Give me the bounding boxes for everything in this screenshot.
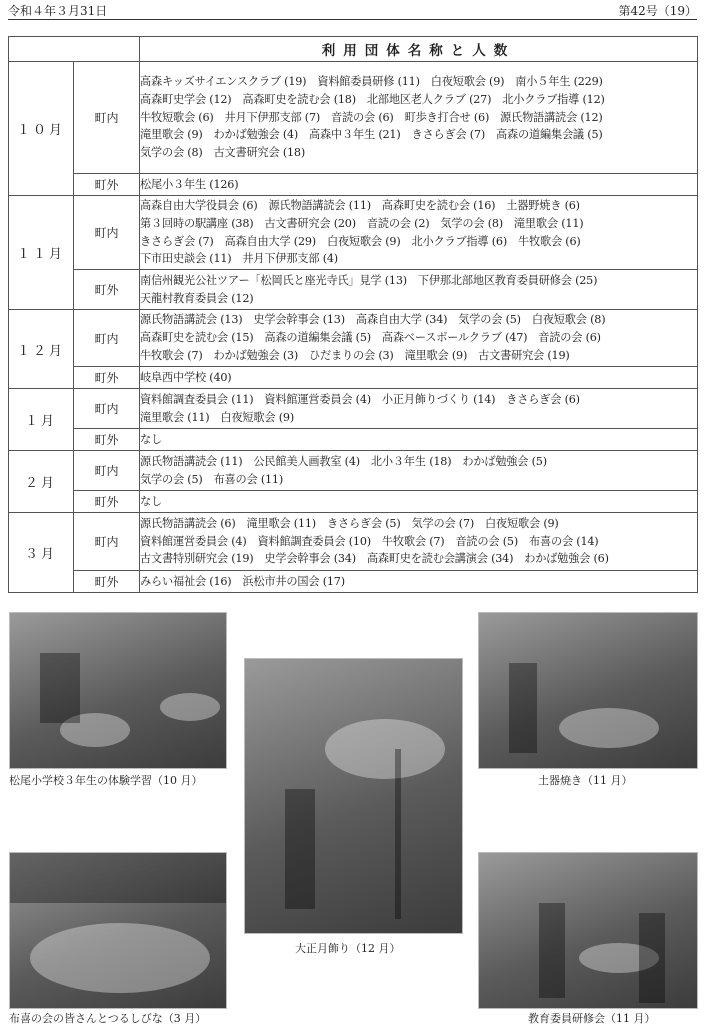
org-line: 牛牧歌会 (7) わかば勉強会 (3) ひだまりの会 (3) 滝里歌会 (9) 古文書研究会 (19) xyxy=(140,348,570,362)
org-line: 滝里歌会 (9) わかば勉強会 (4) 高森中３年生 (21) きさらぎ会 (7) 高森の道編集会議 (5) xyxy=(140,128,603,142)
org-line: なし xyxy=(140,432,162,446)
org-line: 高森町史を読む会 (15) 高森の道編集会議 (5) 高森ベースボールクラブ (47) 音読の会 (6) xyxy=(140,331,601,345)
month-label: １２月 xyxy=(9,310,74,389)
org-line: 高森自由大学役員会 (6) 源氏物語講読会 (11) 高森町史を読む会 (16) 土器野焼き (6) xyxy=(140,198,580,212)
org-list-inside xyxy=(140,451,698,491)
area-label-inside: 町内 xyxy=(74,513,140,571)
table-body xyxy=(9,62,698,593)
org-list-outside xyxy=(140,491,698,513)
org-line: 資料館運営委員会 (4) 資料館調査委員会 (10) 牛牧歌会 (7) 音読の会 (5) 布喜の会 (14) xyxy=(140,534,599,548)
org-line: 牛牧短歌会 (6) 井月下伊那支部 (7) 音読の会 (6) 町歩き打合せ (6) 源氏物語講読会 (12) xyxy=(140,110,603,124)
table-row xyxy=(9,571,698,593)
org-list-inside xyxy=(140,196,698,270)
caption-hanging-dolls: 布喜の会の皆さんとつるしびな（3 月） xyxy=(9,1012,207,1025)
org-line: 岐阜西中学校 (40) xyxy=(140,370,232,384)
issue-number: 第42号（19） xyxy=(618,4,697,18)
org-line: 古文書特別研究会 (19) 史学会幹事会 (34) 高森町史を読む会講演会 (34) わかば勉強会 (6) xyxy=(140,552,609,566)
page-header xyxy=(8,2,697,20)
photo-new-year-decoration xyxy=(244,658,463,934)
area-label-inside: 町内 xyxy=(74,196,140,270)
photo-pottery xyxy=(478,612,698,769)
area-label-outside: 町外 xyxy=(74,429,140,451)
table-corner xyxy=(9,37,140,62)
area-label-inside: 町内 xyxy=(74,62,140,174)
org-line: 滝里歌会 (11) 白夜短歌会 (9) xyxy=(140,410,295,424)
table-row xyxy=(9,451,698,491)
table-row xyxy=(9,196,698,270)
org-line: なし xyxy=(140,494,162,508)
table-row xyxy=(9,310,698,367)
table-row xyxy=(9,389,698,429)
area-label-outside: 町外 xyxy=(74,174,140,196)
org-line: 南信州観光公社ツアー「松岡氏と座光寺氏」見学 (13) 下伊那北部地区教育委員研修会 (25) xyxy=(140,273,598,287)
org-list-outside xyxy=(140,429,698,451)
org-line: 下市田史談会 (11) 井月下伊那支部 (4) xyxy=(140,252,338,266)
area-label-inside: 町内 xyxy=(74,389,140,429)
org-line: みらい福祉会 (16) 浜松市井の国会 (17) xyxy=(140,574,345,588)
area-label-outside: 町外 xyxy=(74,571,140,593)
org-line: 松尾小３年生 (126) xyxy=(140,177,239,191)
caption-board-training: 教育委員研修会（11 月） xyxy=(528,1012,656,1025)
table-row xyxy=(9,270,698,310)
table-row xyxy=(9,367,698,389)
org-line: 源氏物語講読会 (11) 公民館美人画教室 (4) 北小３年生 (18) わかば勉強会 (5) xyxy=(140,454,547,468)
month-label: １月 xyxy=(9,389,74,451)
table-row xyxy=(9,429,698,451)
area-label-inside: 町内 xyxy=(74,451,140,491)
org-list-outside xyxy=(140,270,698,310)
org-list-outside xyxy=(140,367,698,389)
org-line: きさらぎ会 (7) 高森自由大学 (29) 白夜短歌会 (9) 北小クラブ指導 (6) 牛牧歌会 (6) xyxy=(140,234,581,248)
caption-pottery: 土器焼き（11 月） xyxy=(538,774,633,787)
org-line: 資料館調査委員会 (11) 資料館運営委員会 (4) 小正月飾りづくり (14) きさらぎ会 (6) xyxy=(140,392,580,406)
org-list-outside xyxy=(140,571,698,593)
month-label: ３月 xyxy=(9,513,74,593)
photo-school-experience xyxy=(9,612,227,769)
org-line: 源氏物語講読会 (6) 滝里歌会 (11) きさらぎ会 (5) 気学の会 (7) 白夜短歌会 (9) xyxy=(140,516,559,530)
org-line: 高森町史学会 (12) 高森町史を読む会 (18) 北部地区老人クラブ (27) 北小クラブ指導 (12) xyxy=(140,92,605,106)
table-row xyxy=(9,513,698,571)
caption-new-year-decoration: 大正月飾り（12 月） xyxy=(295,942,401,955)
month-label: １１月 xyxy=(9,196,74,310)
area-label-outside: 町外 xyxy=(74,491,140,513)
org-list-outside xyxy=(140,174,698,196)
org-list-inside xyxy=(140,62,698,174)
usage-table xyxy=(8,36,698,593)
table-row xyxy=(9,62,698,174)
table-row xyxy=(9,491,698,513)
org-list-inside xyxy=(140,310,698,367)
issue-date: 令和４年３月31日 xyxy=(8,4,108,18)
org-line: 気学の会 (5) 布喜の会 (11) xyxy=(140,472,284,486)
month-label: ２月 xyxy=(9,451,74,513)
org-line: 第３回時の駅講座 (38) 古文書研究会 (20) 音読の会 (2) 気学の会 (8) 滝里歌会 (11) xyxy=(140,216,584,230)
org-line: 天龍村教育委員会 (12) xyxy=(140,291,254,305)
table-row xyxy=(9,174,698,196)
photo-board-training xyxy=(478,852,698,1009)
org-line: 気学の会 (8) 古文書研究会 (18) xyxy=(140,146,305,160)
org-list-inside xyxy=(140,513,698,571)
caption-school-experience: 松尾小学校３年生の体験学習（10 月） xyxy=(9,774,203,787)
org-line: 高森キッズサイエンスクラブ (19) 資料館委員研修 (11) 白夜短歌会 (9) 南小５年生 (229) xyxy=(140,74,603,88)
org-list-inside xyxy=(140,389,698,429)
area-label-outside: 町外 xyxy=(74,270,140,310)
table-title: 利用団体名称と人数 xyxy=(140,37,698,62)
area-label-inside: 町内 xyxy=(74,310,140,367)
month-label: １０月 xyxy=(9,62,74,196)
photo-hanging-dolls xyxy=(9,852,227,1009)
area-label-outside: 町外 xyxy=(74,367,140,389)
header-rule xyxy=(8,19,697,20)
org-line: 源氏物語講読会 (13) 史学会幹事会 (13) 高森自由大学 (34) 気学の会 (5) 白夜短歌会 (8) xyxy=(140,313,606,327)
